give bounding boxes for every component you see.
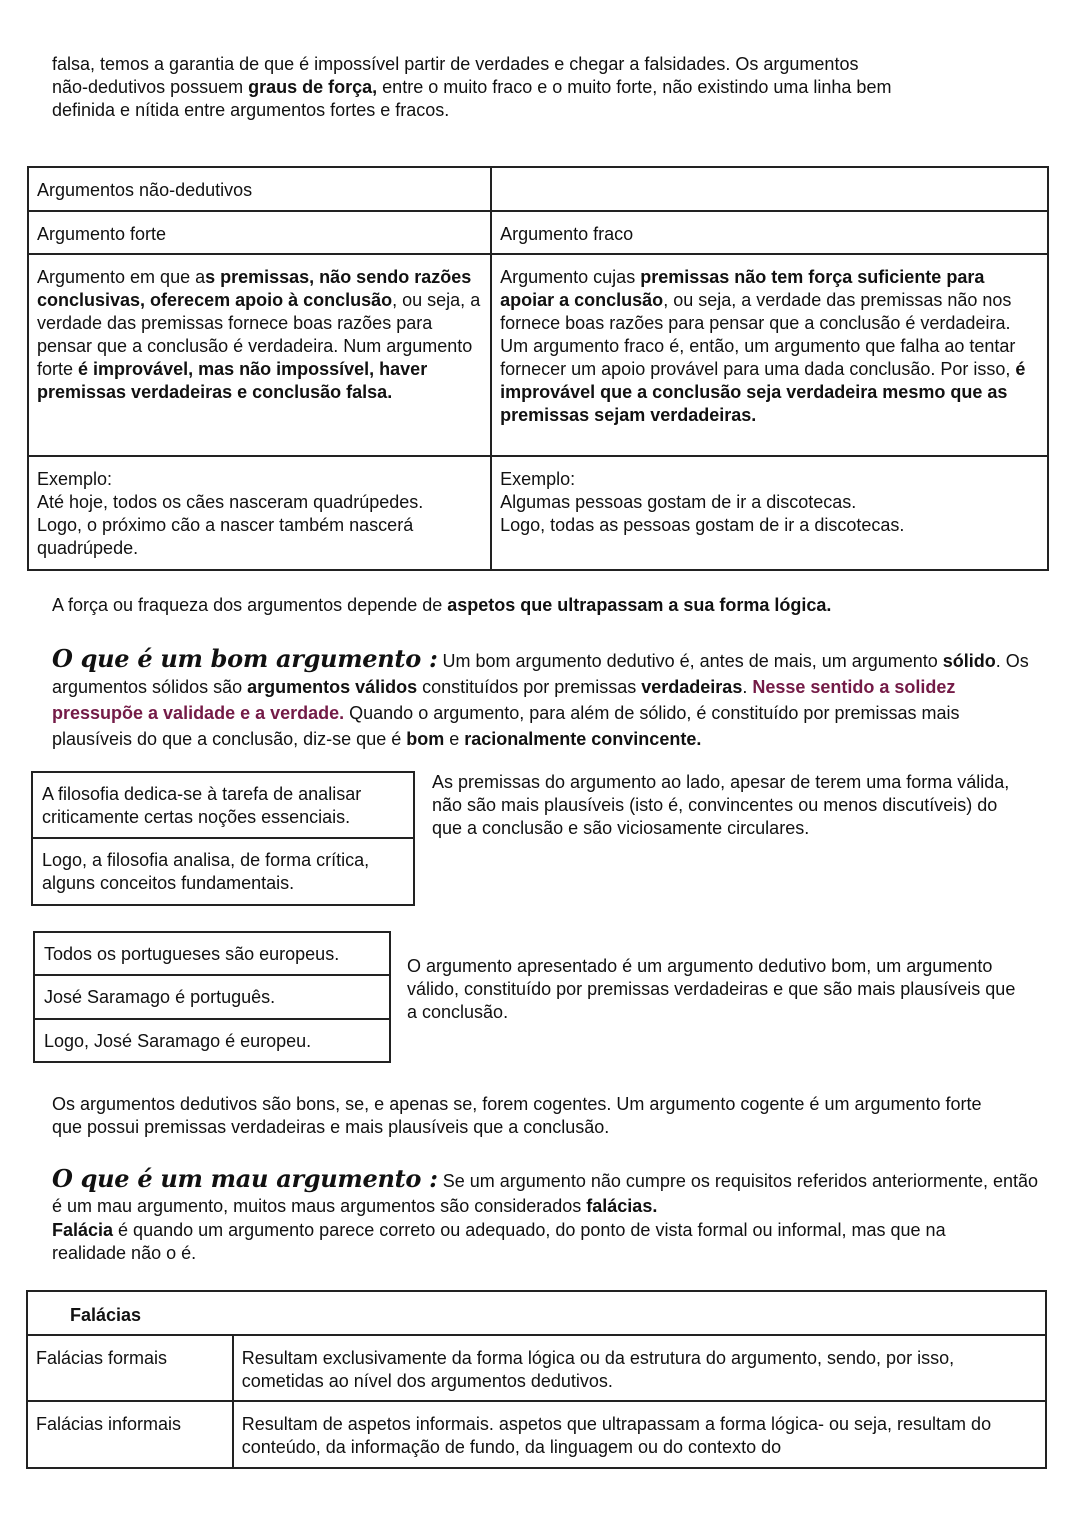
fallacy-description: Resultam de aspetos informais. aspetos que ultrapassam a forma lógica- ou seja, resultam do conteúdo, da informação de fundo, da linguagem ou do contexto do xyxy=(233,1401,1046,1468)
table-header-empty-cell xyxy=(491,167,1048,211)
col-argumento-forte: Argumento forte xyxy=(28,211,491,254)
circular-argument-box xyxy=(31,771,415,906)
col-argumento-fraco: Argumento fraco xyxy=(491,211,1048,254)
cogent-paragraph: Os argumentos dedutivos são bons, se, e apenas se, forem cogentes. Um argumento cogente é um argumento forte que possui premissas verdadeiras e mais plausíveis que a conclusão. xyxy=(52,1094,982,1137)
good-argument-box xyxy=(33,931,391,1063)
intro-paragraph xyxy=(52,53,1042,122)
intro-line: definida e nítida entre argumentos fortes e fracos. xyxy=(52,100,450,120)
fallacies-table xyxy=(26,1290,1047,1469)
bad-argument-section: O que é um mau argumento : Se um argumento não cumpre os requisitos referidos anteriormente, então é um mau argumento, muitos maus argumentos são considerados falácias. Falácia é quando um argumento parece correto ou adequado, do ponto de vista formal ou informal, mas que na realidade não o é. xyxy=(52,1164,1039,1263)
fallacy-name: Falácias informais xyxy=(27,1401,233,1468)
weak-argument-example: Exemplo: Algumas pessoas gostam de ir a discotecas. Logo, todas as pessoas gostam de ir a discotecas. xyxy=(491,456,1048,570)
fallacies-header: Falácias xyxy=(27,1291,1046,1335)
weak-argument-definition: Argumento cujas premissas não tem força suficiente para apoiar a conclusão, ou seja, a verdade das premissas não nos fornece boas razões para pensar que a conclusão é verdadeira. Um argumento fraco é, então, um argumento que falha ao tentar fornecer um apoio provável para uma dada conclusão. Por isso, é improvável que a conclusão seja verdadeira mesmo que as premissas sejam verdadeiras. xyxy=(491,254,1048,456)
table-header-cell: Argumentos não-dedutivos xyxy=(28,167,491,211)
bad-argument-heading: O que é um mau argumento : xyxy=(52,1164,438,1193)
premise-cell: José Saramago é português. xyxy=(34,975,390,1019)
fallacy-description: Resultam exclusivamente da forma lógica ou da estrutura do argumento, sendo, por isso, cometidas ao nível dos argumentos dedutivos. xyxy=(233,1335,1046,1401)
fallacy-name: Falácias formais xyxy=(27,1335,233,1401)
good-argument-note: O argumento apresentado é um argumento dedutivo bom, um argumento válido, constituído por premissas verdadeiras e que são mais plausíveis que a conclusão. xyxy=(407,956,1016,1022)
circular-argument-note: As premissas do argumento ao lado, apesar de terem uma forma válida, não são mais plausíveis (isto é, convincentes ou menos discutíveis) do que a conclusão e são viciosamente circulares. xyxy=(432,772,1010,838)
good-argument-heading: O que é um bom argumento : xyxy=(52,644,438,673)
intro-line: falsa, temos a garantia de que é impossível partir de verdades e chegar a falsidades. Os argumentos xyxy=(52,54,859,74)
premise-cell: Todos os portugueses são europeus. xyxy=(34,932,390,975)
good-argument-section: O que é um bom argumento : Um bom argumento dedutivo é, antes de mais, um argumento sólido. Os argumentos sólidos são argumentos válidos constituídos por premissas verdadeiras. Nesse sentido a solidez pressupõe a validade e a verdade. Quando o argumento, para além de sólido, é constituído por premissas mais plausíveis do que a conclusão, diz-se que é bom e racionalmente convincente. xyxy=(52,644,1029,749)
premise-cell: A filosofia dedica-se à tarefa de analisar criticamente certas noções essenciais. xyxy=(32,772,414,838)
intro-line: não-dedutivos possuem graus de força, entre o muito fraco e o muito forte, não existindo uma linha bem xyxy=(52,77,892,97)
strong-argument-example: Exemplo: Até hoje, todos os cães nasceram quadrúpedes. Logo, o próximo cão a nascer também nascerá quadrúpede. xyxy=(28,456,491,570)
non-deductive-table xyxy=(27,166,1049,571)
strong-argument-definition: Argumento em que as premissas, não sendo razões conclusivas, oferecem apoio à conclusão, ou seja, a verdade das premissas fornece boas razões para pensar que a conclusão é verdadeira. Num argumento forte é improvável, mas não impossível, haver premissas verdadeiras e conclusão falsa. xyxy=(28,254,491,456)
strength-paragraph: A força ou fraqueza dos argumentos depende de aspetos que ultrapassam a sua forma lógica. xyxy=(52,595,832,615)
conclusion-cell: Logo, a filosofia analisa, de forma crítica, alguns conceitos fundamentais. xyxy=(32,838,414,905)
conclusion-cell: Logo, José Saramago é europeu. xyxy=(34,1019,390,1062)
